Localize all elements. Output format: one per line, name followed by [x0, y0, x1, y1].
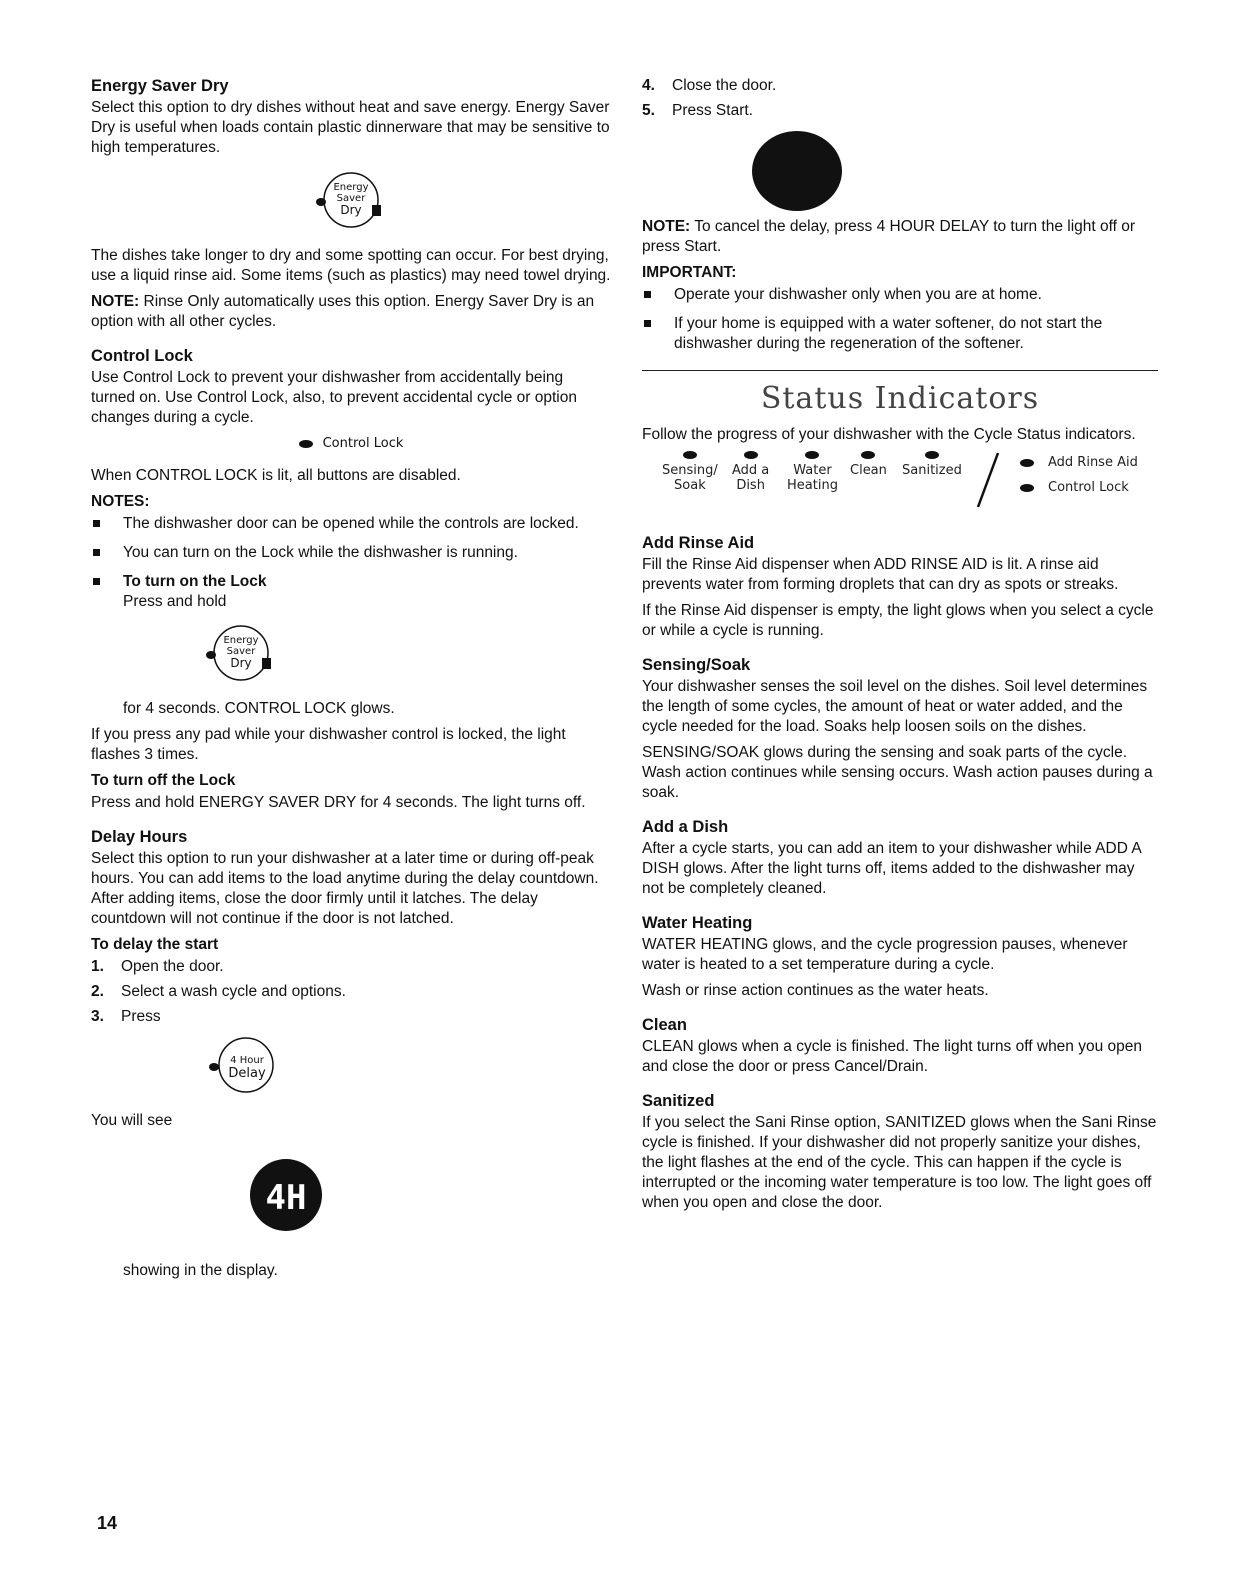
energy-saver-dry-button-line2: Saver — [226, 646, 256, 657]
list-item: You can turn on the Lock while the dishwasher is running. — [91, 543, 611, 563]
energy-saver-dry-details: The dishes take longer to dry and some spotting can occur. For best drying, use a liquid rinse aid. Some items (such as plastics) may need towel drying. — [91, 247, 611, 284]
to-delay-start-heading: To delay the start — [91, 936, 219, 953]
delay-steps-list — [91, 957, 611, 1027]
indicator-control-lock: Control Lock — [1020, 480, 1129, 495]
right-column — [642, 76, 1158, 1219]
list-item: 2. Select a wash cycle and options. — [91, 983, 346, 1000]
indicator-light-icon — [861, 451, 875, 459]
section-divider — [642, 370, 1158, 371]
list-item: 4. Close the door. — [642, 77, 777, 94]
add-rinse-aid-text: Fill the Rinse Aid dispenser when ADD RINSE AID is lit. A rinse aid prevents water from forming droplets that can dry as spots or streaks. — [642, 556, 1119, 593]
control-lock-indicator — [91, 434, 611, 454]
list-item-turn-on — [91, 572, 611, 612]
sensing-soak-text: SENSING/SOAK glows during the sensing and soak parts of the cycle. Wash action continues while sensing occurs. Wash action pauses during a soak. — [642, 744, 1153, 801]
indicator-light-icon — [925, 451, 939, 459]
note-text: Rinse Only automatically uses this option. Energy Saver Dry is an option with all other cycles. — [91, 293, 595, 330]
sensing-soak-heading: Sensing/Soak — [642, 656, 751, 674]
energy-saver-dry-button-line2: Saver — [336, 193, 366, 204]
energy-saver-dry-heading: Energy Saver Dry — [91, 77, 229, 95]
cycle-status-indicators — [642, 451, 1158, 519]
add-rinse-aid-heading: Add Rinse Aid — [642, 534, 755, 552]
sanitized-heading: Sanitized — [642, 1092, 715, 1110]
control-lock-lit-text: When CONTROL LOCK is lit, all buttons are disabled. — [91, 467, 461, 484]
cancel-delay-note — [642, 217, 1158, 257]
indicator-light-icon — [744, 451, 758, 459]
control-lock-button-illustration — [91, 621, 611, 685]
indicator-sensing-soak: Sensing/ Soak — [662, 451, 718, 493]
turn-on-lock-heading: To turn on the Lock — [123, 573, 267, 590]
energy-saver-dry-button-icon — [191, 621, 291, 685]
energy-saver-dry-button-illustration — [91, 168, 611, 232]
energy-saver-dry-button-line1: Energy — [223, 635, 259, 646]
indicator-add-a-dish: Add a Dish — [732, 451, 769, 493]
energy-saver-dry-button-icon — [301, 168, 401, 232]
add-rinse-aid-text: If the Rinse Aid dispenser is empty, the light glows when you select a cycle or while a cycle is running. — [642, 602, 1154, 639]
list-item: Operate your dishwasher only when you are at home. — [642, 285, 1158, 305]
water-heating-heading: Water Heating — [642, 914, 753, 932]
list-item: 5. Press Start. — [642, 102, 753, 119]
indicator-light-icon — [805, 451, 819, 459]
energy-saver-dry-intro: Select this option to dry dishes without heat and save energy. Energy Saver Dry is useful when loads contain plastic dinnerware that may be sensitive to high temperatures. — [91, 99, 610, 156]
control-lock-heading: Control Lock — [91, 347, 193, 365]
indicator-sanitized: Sanitized — [902, 451, 962, 478]
energy-saver-dry-button-line3: Dry — [340, 203, 362, 217]
showing-in-display-text: showing in the display. — [123, 1262, 278, 1279]
status-indicators-title: Status Indicators — [760, 381, 1040, 416]
list-item: The dishwasher door can be opened while the controls are locked. — [91, 514, 611, 534]
list-item: 1. Open the door. — [91, 958, 224, 975]
note-text: To cancel the delay, press 4 HOUR DELAY to turn the light off or press Start. — [642, 218, 1136, 255]
four-hour-delay-button-line1: 4 Hour — [230, 1055, 264, 1066]
indicator-water-heating: Water Heating — [787, 451, 838, 493]
delay-hours-intro: Select this option to run your dishwasher at a later time or during off-peak hours. You can add items to the load anytime during the delay countdown. After adding items, close the door firmly until it latches. The delay countdown will not continue if the door is not latched. — [91, 850, 599, 927]
locked-pad-text: If you press any pad while your dishwasher control is locked, the light flashes 3 times. — [91, 726, 566, 763]
note-label: NOTE: — [91, 293, 140, 310]
page-number: 14 — [97, 1513, 118, 1533]
status-intro: Follow the progress of your dishwasher with the Cycle Status indicators. — [642, 426, 1136, 443]
four-hour-delay-button-illustration — [91, 1033, 611, 1097]
delay-steps-continued — [642, 76, 1158, 121]
list-item: 3. Press — [91, 1008, 161, 1025]
notes-heading: NOTES: — [91, 493, 150, 510]
delay-hours-heading: Delay Hours — [91, 828, 188, 846]
turn-on-lock-text: Press and hold — [123, 593, 227, 610]
indicator-light-icon — [1020, 484, 1034, 492]
control-lock-indicator-label: Control Lock — [322, 436, 404, 451]
hold-four-seconds-text: for 4 seconds. CONTROL LOCK glows. — [123, 700, 395, 717]
left-column — [91, 76, 611, 1287]
water-heating-text: WATER HEATING glows, and the cycle progression pauses, whenever water is heated to a set temperature during a cycle. — [642, 936, 1128, 973]
indicator-add-rinse-aid: Add Rinse Aid — [1020, 455, 1138, 470]
water-heating-text: Wash or rinse action continues as the water heats. — [642, 982, 989, 999]
you-will-see-text: You will see — [91, 1112, 173, 1129]
start-button-icon — [747, 127, 847, 217]
note-label: NOTE: — [642, 218, 691, 235]
important-heading: IMPORTANT: — [642, 264, 737, 281]
control-lock-notes-list — [91, 514, 611, 612]
separator-slash-icon — [972, 451, 1002, 511]
clean-heading: Clean — [642, 1016, 687, 1034]
add-a-dish-heading: Add a Dish — [642, 818, 729, 836]
display-illustration — [91, 1145, 611, 1255]
turn-off-lock-heading: To turn off the Lock — [91, 772, 236, 789]
start-button-illustration — [642, 127, 1158, 217]
display-value: 4H — [265, 1178, 307, 1218]
list-item: If your home is equipped with a water softener, do not start the dishwasher during the regeneration of the softener. — [642, 314, 1158, 354]
turn-off-lock-text: Press and hold ENERGY SAVER DRY for 4 seconds. The light turns off. — [91, 794, 586, 811]
add-a-dish-text: After a cycle starts, you can add an item to your dishwasher while ADD A DISH glows. After the light turns off, items added to the dishwasher may not be completely cleaned. — [642, 840, 1141, 897]
control-lock-intro: Use Control Lock to prevent your dishwasher from accidentally being turned on. Use Control Lock, also, to prevent accidental cycle or option changes during a cycle. — [91, 369, 577, 426]
delay-display-icon — [231, 1145, 341, 1245]
indicator-clean: Clean — [850, 451, 887, 478]
indicator-light-icon — [299, 440, 313, 448]
energy-saver-dry-button-line3: Dry — [230, 656, 252, 670]
indicator-light-icon — [683, 451, 697, 459]
four-hour-delay-button-icon — [191, 1033, 291, 1097]
sensing-soak-text: Your dishwasher senses the soil level on the dishes. Soil level determines the length of some cycles, the amount of heat or water added, and the cycle needed for the load. Soaks help loosen soils on the dishes. — [642, 678, 1148, 735]
clean-text: CLEAN glows when a cycle is finished. The light turns off when you open and close the door or press Cancel/Drain. — [642, 1038, 1143, 1075]
energy-saver-dry-note — [91, 292, 611, 332]
energy-saver-dry-button-line1: Energy — [333, 182, 369, 193]
indicator-light-icon — [1020, 459, 1034, 467]
sanitized-text: If you select the Sani Rinse option, SANITIZED glows when the Sani Rinse cycle is finished. If your dishwasher did not properly sanitize your dishes, the light flashes at the end of the cycle. This can happen if the cycle is interrupted or the incoming water temperature is too low. The light goes off when you open and close the door. — [642, 1114, 1157, 1211]
important-list — [642, 285, 1158, 354]
four-hour-delay-button-line2: Delay — [228, 1066, 266, 1081]
